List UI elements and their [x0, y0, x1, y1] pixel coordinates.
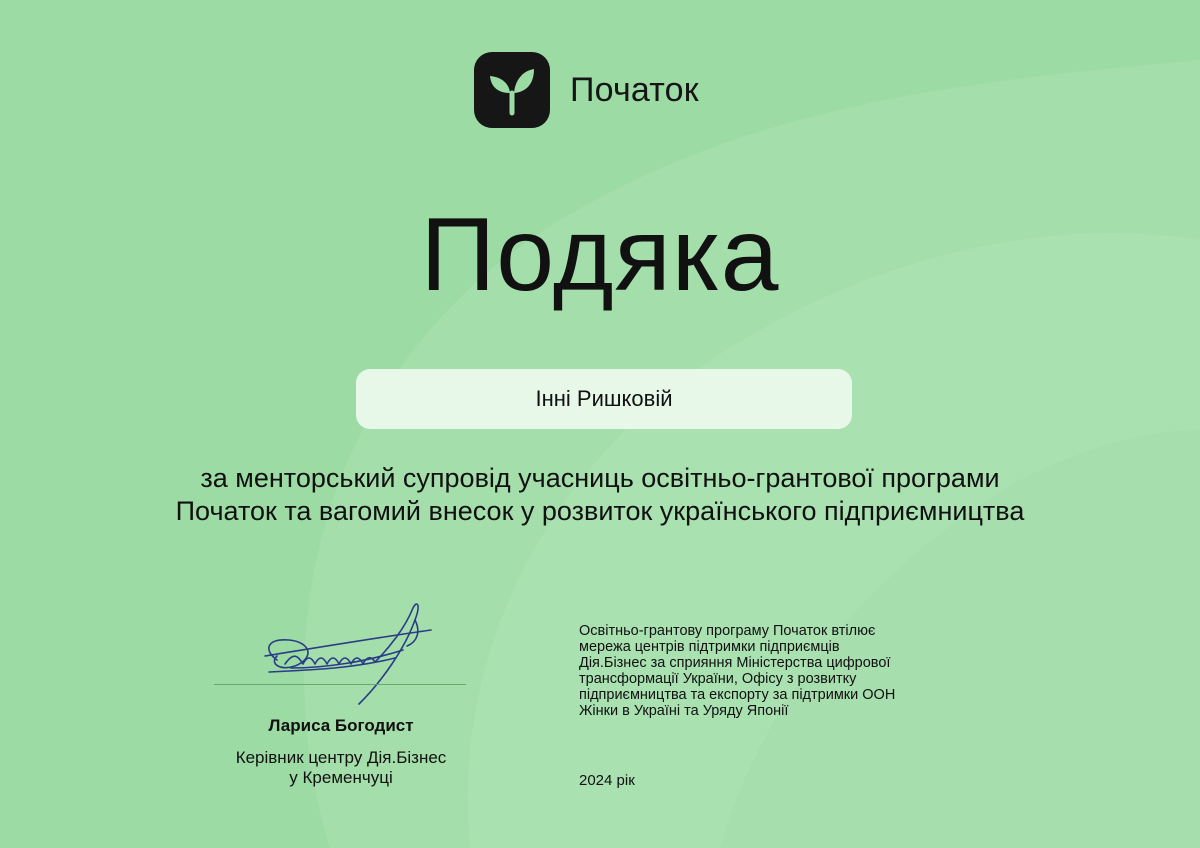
signer-name: Лариса Богодист [268, 716, 414, 735]
handwritten-signature [255, 598, 445, 708]
certificate-year: 2024 рік [579, 772, 635, 789]
program-note-line: трансформації України, Офісу з розвитку [579, 670, 857, 687]
signer-position: Керівник центру Дія.Бізнес у Кременчуці [235, 748, 447, 788]
sprout-icon [474, 52, 550, 128]
program-note-line: підприємництва та експорту за підтримки ООН [579, 686, 896, 703]
recipient-name: Інні Ришковій [356, 369, 852, 429]
brand-name: Початок [570, 70, 699, 109]
certificate-title: Подяка [420, 197, 780, 313]
program-note-line: Освітньо-грантову програму Початок втілює [579, 623, 876, 639]
program-note [579, 624, 999, 720]
brand-logo [474, 52, 699, 128]
signature-line [214, 684, 466, 685]
program-note-line: мережа центрів підтримки підприємців [579, 638, 840, 655]
signer-block [196, 716, 486, 789]
program-note-line: Жінки в Україні та Уряду Японії [579, 702, 789, 719]
program-note-line: Дія.Бізнес за сприяння Міністерства цифрової [579, 654, 891, 671]
award-reason: за менторський супровід учасниць освітньо-грантової програми Початок та вагомий внесок у розвиток українського підприємництва [175, 463, 1025, 527]
